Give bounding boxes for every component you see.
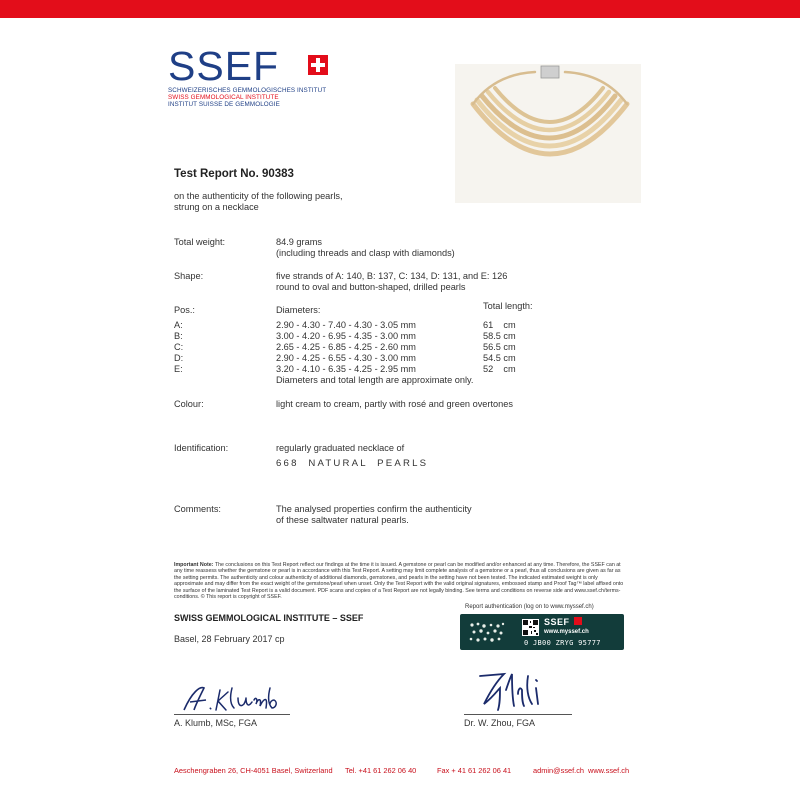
shape-label: Shape: [174,271,204,281]
right-signature [470,668,550,719]
signature-line-right [464,714,572,715]
identification-result: 668 NATURAL PEARLS [276,458,429,469]
total-weight-note: (including threads and clasp with diamonds) [276,248,455,258]
diameters-header: Diameters: [276,305,321,315]
badge-brand [544,617,582,627]
ssef-logo [168,43,327,109]
strand-length: 52 cm [483,364,516,374]
signature-line-left [174,714,290,715]
intro-line-2: strung on a necklace [174,202,259,212]
strand-diameters: 2.65 - 4.25 - 6.85 - 4.25 - 2.60 mm [276,342,416,352]
strand-diameters: 3.20 - 4.10 - 6.35 - 4.25 - 2.95 mm [276,364,416,374]
top-red-band [0,0,800,18]
swiss-cross-icon [308,55,328,75]
identification-line-1: regularly graduated necklace of [276,443,405,453]
intro-line-1: on the authenticity of the following pearls, [174,191,343,201]
signatory-right: Dr. W. Zhou, FGA [464,718,536,728]
strand-pos: E: [174,364,183,374]
strand-pos: C: [174,342,184,352]
footer-email[interactable]: admin@ssef.ch [533,766,585,775]
auth-label: Report authentication (log on to www.myssef.ch) [465,604,594,610]
footer-web[interactable]: www.ssef.ch [588,766,630,775]
footer-address: Aeschengraben 26, CH-4051 Basel, Switzerland [174,766,333,775]
logo-line-french: INSTITUT SUISSE DE GEMMOLOGIE [168,101,280,109]
total-weight-value: 84.9 grams [276,237,322,247]
strand-length: 56.5 cm [483,342,516,352]
pos-header: Pos.: [174,305,195,315]
strand-diameters: 2.90 - 4.30 - 7.40 - 4.30 - 3.05 mm [276,320,416,330]
logo-subtitle [168,87,326,109]
strand-pos: A: [174,320,183,330]
hologram-dots-icon [468,620,506,644]
badge-code: 0 JB00 ZRYG 95777 [524,639,601,647]
identification-label: Identification: [174,443,229,453]
comments-label: Comments: [174,504,221,514]
badge-url: www.myssef.ch [544,629,589,635]
strand-length: 61 cm [483,320,516,330]
institute-name: SWISS GEMMOLOGICAL INSTITUTE – SSEF [174,613,364,623]
logo-line-english: SWISS GEMMOLOGICAL INSTITUTE [168,94,279,102]
strand-diameters: 2.90 - 4.25 - 6.55 - 4.30 - 3.00 mm [276,353,416,363]
total-weight-label: Total weight: [174,237,226,247]
strand-length: 54.5 cm [483,353,516,363]
strand-length: 58.5 cm [483,331,516,341]
place-date: Basel, 28 February 2017 cp [174,634,285,644]
necklace-photo [455,64,641,203]
strand-pos: D: [174,353,184,363]
logo-wordmark: SSEF [168,43,280,89]
comments-line-2: of these saltwater natural pearls. [276,515,409,525]
logo-line-german: SCHWEIZERISCHES GEMMOLOGISCHES INSTITUT [168,87,327,94]
important-note-body: The conclusions on this Test Report reflect our findings at the time it is issued. A gemstone or pearl can be modified and/or enhanced at any time. Therefore, the SSEF can at any time reassess whether the gemstone or pearl is in accordance with this Test Report. A setting may limit complete analysis of a gemstone or a pearl, thus all conclusions are given as far as the setting permits. The authenticity and colour authenticity of additional diamonds, gemstones, and pearls in the setting have not been tested. The indicated estimated weight is only approximate and may differ from the exact weight of the gemstone/pearl when unset. Only the Test Report with the valid original signatures, embossed stamp and Proof Tag™ label affixed onto the surface of the laminated Test Report is a valid document. PDF scans and copies of a Test Report are not legally binding. See terms and conditions on reverse side and www.ssef.ch/terms-conditions. © This report is copyright of SSEF. [174,562,624,601]
colour-value: light cream to cream, partly with rosé and green overtones [276,399,513,409]
signatory-left: A. Klumb, MSc, FGA [174,718,258,728]
report-title: Test Report No. 90383 [174,168,294,180]
comments-line-1: The analysed properties confirm the authenticity [276,504,472,514]
qr-code-icon [522,619,539,636]
footer-tel: Tel. +41 61 262 06 40 [345,766,417,775]
shape-value-2: round to oval and button-shaped, drilled pearls [276,282,466,292]
strand-pos: B: [174,331,183,341]
footer-fax: Fax + 41 61 262 06 41 [437,766,512,775]
badge-cross-icon [574,617,582,625]
approx-note: Diameters and total length are approximate only. [276,375,474,385]
important-note-heading: Important Note: [174,562,214,568]
important-note [174,562,624,600]
colour-label: Colour: [174,399,204,409]
total-length-header: Total length: [483,301,533,311]
badge-brand-text: SSEF [544,617,570,627]
shape-value-1: five strands of A: 140, B: 137, C: 134, D: 131, and E: 126 [276,271,508,281]
strand-diameters: 3.00 - 4.20 - 6.95 - 4.35 - 3.00 mm [276,331,416,341]
